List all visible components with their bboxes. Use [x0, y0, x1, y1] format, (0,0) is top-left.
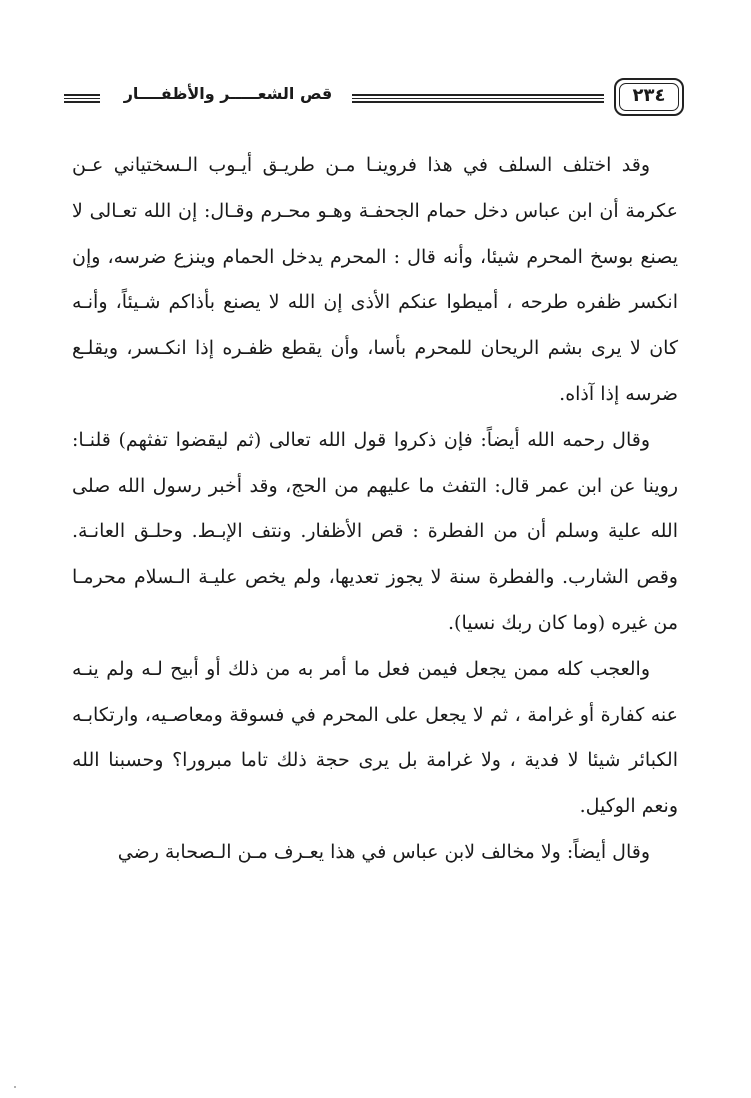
page-number-frame — [614, 78, 684, 116]
paragraph-1: وقد اختلف السلف في هذا فروينـا مـن طريـق أيـوب الـسختياني عـن عكرمة أن ابن عباس دخل حمام الجحفـة وهـو محـرم وقـال: إن الله تعـالى لا يصنع بوسخ المحرم شيئا، وأنه قال : المحرم يدخل الحمام وينزع ضرسه، وإن انكسر ظفره طرحه ، أميطوا عنكم الأذى إن الله لا يصنع بأذاكم شـيئاً، وأنـه كان لا يرى بشم الريحان للمحرم بأسا، وأن يقطع ظفـره إذا انكـسر، ويقلـع ضرسه إذا آذاه. — [72, 154, 678, 405]
paragraph-3: والعجب كله ممن يجعل فيمن فعل ما أمر به من ذلك أو أبيح لـه ولم ينـه عنه كفارة أو غرامة ، ثم لا يجعل على المحرم في فسوقة ومعاصـيه، وارتكابـه الكبائر شيئا لا فدية ، ولا غرامة بل يرى حجة ذلك تاما مبرورا؟ وحسبنا الله ونعم الوكيل. — [72, 657, 678, 818]
paragraph-2: وقال رحمه الله أيضاً: فإن ذكروا قول الله تعالى (ثم ليقضوا تفثهم) قلنـا: روينا عن ابن عمر قال: التفث ما عليهم من الحج، وقد أخبر رسول الله صلى الله علية وسلم أن من الفطرة : قص الأظفار. ونتف الإبـط. وحلـق العانـة. وقص الشارب. والفطرة سنة لا يجوز تعديها، ولم يخص عليـة الـسلام محرمـا من غيره (وما كان ربك نسيا). — [72, 428, 678, 634]
page-body — [72, 143, 678, 876]
page-number: ٢٣٤ — [632, 85, 666, 106]
running-header — [64, 76, 688, 118]
scan-speck — [14, 1086, 16, 1088]
paragraph-4: وقال أيضاً: ولا مخالف لابن عباس في هذا يعـرف مـن الـصحابة رضي — [117, 840, 650, 863]
header-rule-left — [64, 94, 100, 103]
header-rule-middle — [352, 94, 604, 103]
running-title: قص الشعـــــر والأظفــــار — [123, 84, 333, 103]
